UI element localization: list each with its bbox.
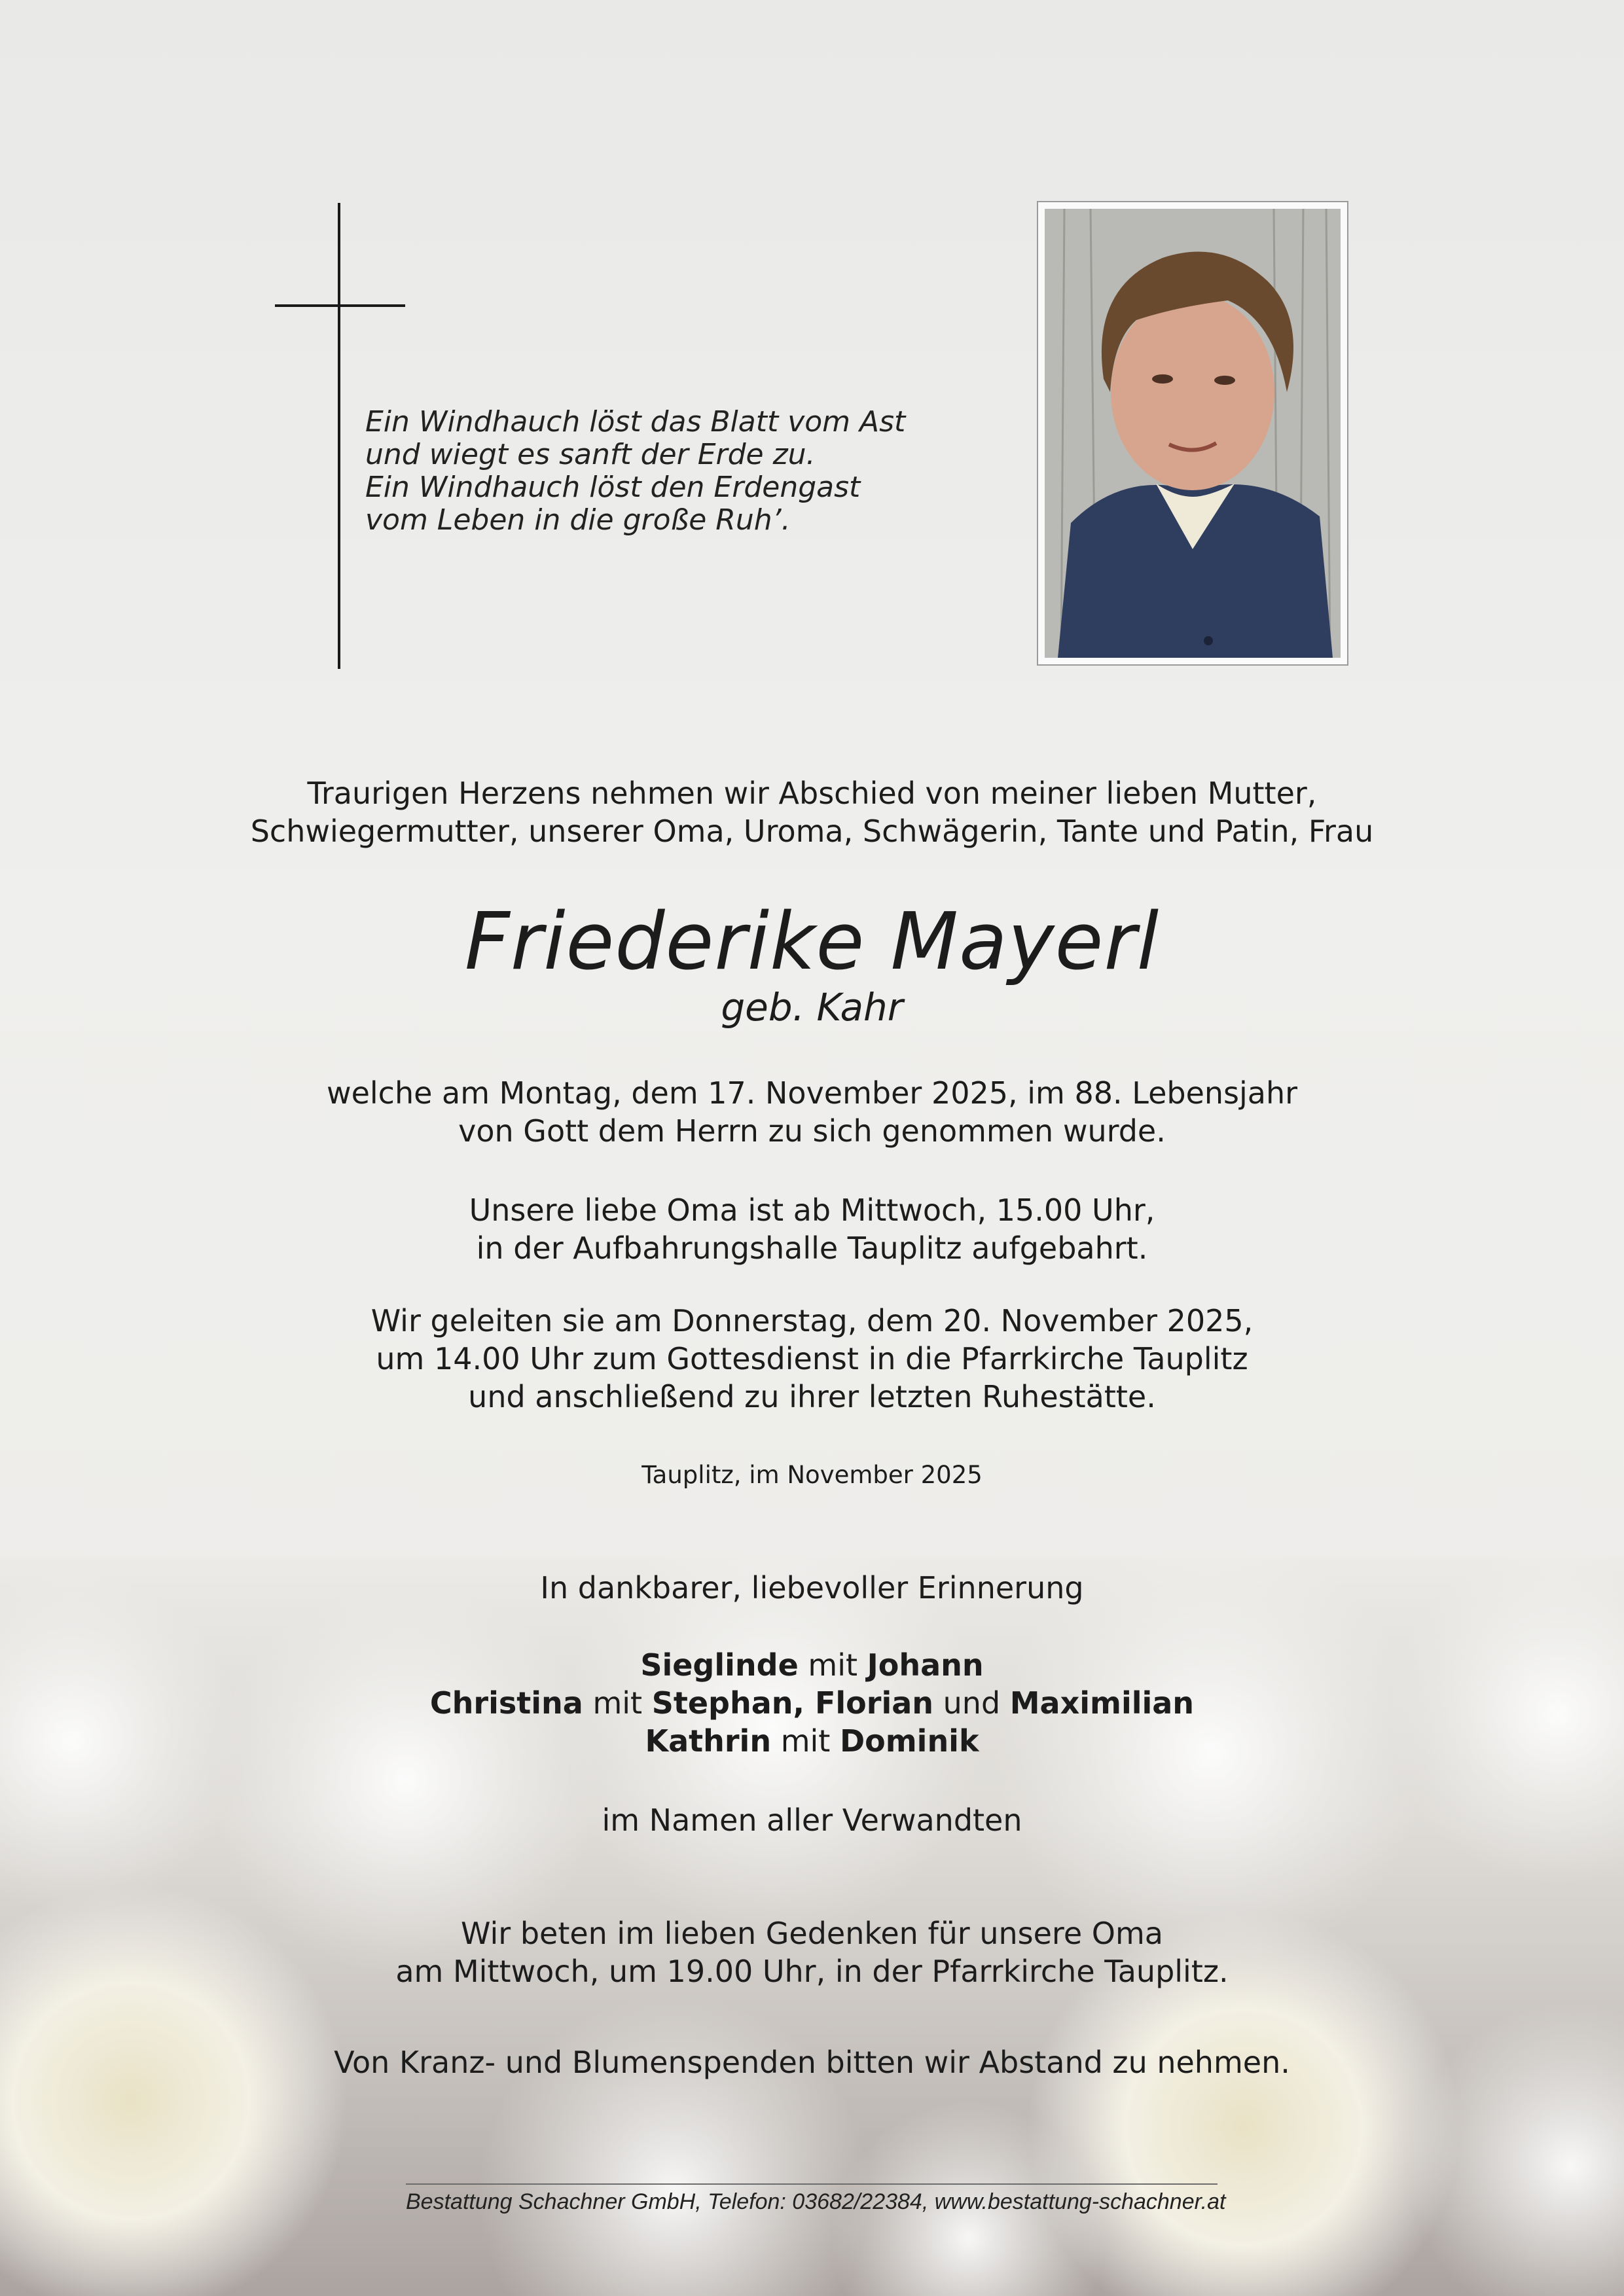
viewing-info: Unsere liebe Oma ist ab Mittwoch, 15.00 Uhr, in der Aufbahrungshalle Tauplitz aufgebahrt. xyxy=(469,1193,1155,1266)
footer-funeral-home: Bestattung Schachner GmbH, Telefon: 03682/22384, www.bestattung-schachner.at xyxy=(406,2183,1218,2216)
poem-line: Ein Windhauch löst das Blatt vom Ast xyxy=(365,405,906,439)
mourner-line: Sieglinde mit Johann xyxy=(640,1647,984,1683)
mourners-list xyxy=(0,1646,1624,1760)
mourner-line: Kathrin mit Dominik xyxy=(645,1723,979,1759)
portrait-photo xyxy=(1037,201,1348,666)
poem-line: und wiegt es sanft der Erde zu. xyxy=(365,438,816,471)
poem-line: Ein Windhauch löst den Erdengast xyxy=(365,471,861,504)
flowers-note: Von Kranz- und Blumenspenden bitten wir Abstand zu nehmen. xyxy=(334,2045,1290,2080)
death-notice: welche am Montag, dem 17. November 2025, im 88. Lebensjahr von Gott dem Herrn zu sich genommen wurde. xyxy=(326,1075,1298,1149)
intro-text: Traurigen Herzens nehmen wir Abschied von meiner lieben Mutter, Schwiegermutter, unserer Oma, Uroma, Schwägerin, Tante und Patin, Frau xyxy=(250,776,1374,849)
prayer-info: Wir beten im lieben Gedenken für unsere Oma am Mittwoch, um 19.00 Uhr, in der Pfarrkirche Tauplitz. xyxy=(395,1916,1229,1989)
deceased-name: Friederike Mayerl xyxy=(464,897,1160,988)
poem xyxy=(365,406,954,537)
place-date: Tauplitz, im November 2025 xyxy=(641,1461,983,1489)
memory-line: In dankbarer, liebevoller Erinnerung xyxy=(540,1570,1084,1605)
relatives-line: im Namen aller Verwandten xyxy=(602,1803,1022,1838)
poem-line: vom Leben in die große Ruh’. xyxy=(365,503,791,537)
birth-name: geb. Kahr xyxy=(721,985,903,1030)
mourner-line: Christina mit Stephan, Florian und Maximilian xyxy=(429,1685,1195,1721)
funeral-info: Wir geleiten sie am Donnerstag, dem 20. November 2025, um 14.00 Uhr zum Gottesdienst in die Pfarrkirche Tauplitz und anschließend zu ihrer letzten Ruhestätte. xyxy=(370,1303,1254,1414)
